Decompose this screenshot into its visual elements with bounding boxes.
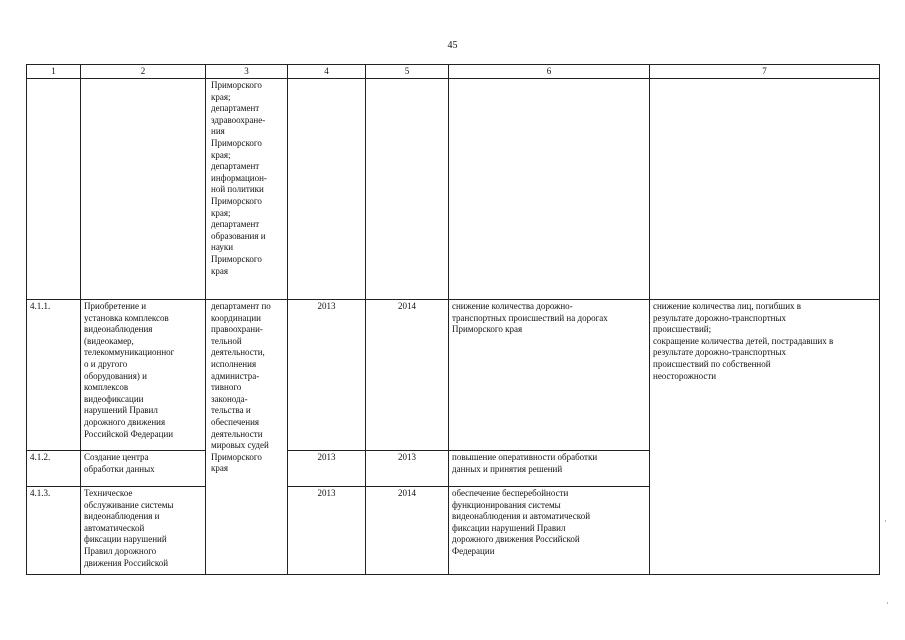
header-cell: 3 <box>206 65 288 79</box>
indicators-text: снижение количества лиц, погибших в результате дорожно-транспортных происшествий; сокращение количества детей, пострадавших в результате дорожно-транспортных происшествий по собственной неосторожности <box>653 301 834 381</box>
indicators-cell <box>650 300 880 575</box>
measure-name-cell <box>81 451 206 487</box>
row-number: 4.1.1. <box>27 300 81 451</box>
program-table <box>26 64 880 575</box>
measure-name: Техническое обслуживание системы видеонаблюдения и автоматической фиксации нарушений Правил дорожного движения Российской <box>84 488 174 568</box>
end-year: 2013 <box>366 451 449 487</box>
measure-name-cell <box>81 487 206 575</box>
row-number: 4.1.3. <box>27 487 81 575</box>
header-cell: 7 <box>650 65 880 79</box>
expected-result: снижение количества дорожно- транспортных происшествий на дорогах Приморского края <box>452 301 608 335</box>
header-cell: 6 <box>449 65 650 79</box>
scan-mark-dot: · <box>886 598 889 608</box>
empty-cell <box>650 79 880 300</box>
start-year: 2013 <box>288 300 366 451</box>
scan-mark-dot: · <box>884 516 887 526</box>
measure-name: Создание центра обработки данных <box>84 452 155 474</box>
result-cell <box>449 487 650 575</box>
empty-cell <box>366 79 449 300</box>
empty-cell <box>81 79 206 300</box>
header-row <box>27 65 880 79</box>
expected-result: обеспечение бесперебойности функционирования системы видеонаблюдения и автоматической фиксации нарушений Правил дорожного движения Российской Федерации <box>452 488 591 556</box>
header-cell: 5 <box>366 65 449 79</box>
header-cell: 4 <box>288 65 366 79</box>
responsible-continuation-cell <box>206 79 288 300</box>
measure-name-cell <box>81 300 206 451</box>
responsible-cell <box>206 300 288 575</box>
result-cell <box>449 451 650 487</box>
page-number: 45 <box>447 40 458 51</box>
table-row <box>27 300 880 451</box>
row-number: 4.1.2. <box>27 451 81 487</box>
continuation-row <box>27 79 880 300</box>
responsible-text: департамент по координации правоохрани- тельной деятельности, исполнения администра- тивного законода- тельства и обеспечения деятельности мировых судей Приморского края <box>211 301 271 474</box>
result-cell <box>449 300 650 451</box>
empty-cell <box>27 79 81 300</box>
expected-result: повышение оперативности обработки данных и принятия решений <box>452 452 598 474</box>
end-year: 2014 <box>366 300 449 451</box>
header-cell: 2 <box>81 65 206 79</box>
empty-cell <box>449 79 650 300</box>
empty-cell <box>288 79 366 300</box>
start-year: 2013 <box>288 451 366 487</box>
responsible-continuation-text: Приморского края; департамент здравоохране- ния Приморского края; департамент информацион- ной политики Приморского края; департамент образования и науки Приморского края <box>211 80 267 276</box>
start-year: 2013 <box>288 487 366 575</box>
end-year: 2014 <box>366 487 449 575</box>
measure-name: Приобретение и установка комплексов видеонаблюдения (видеокамер, телекоммуникационног о и другого оборудования) и комплексов видеофиксации нарушений Правил дорожного движения Российской Федерации <box>84 301 175 439</box>
header-cell: 1 <box>27 65 81 79</box>
